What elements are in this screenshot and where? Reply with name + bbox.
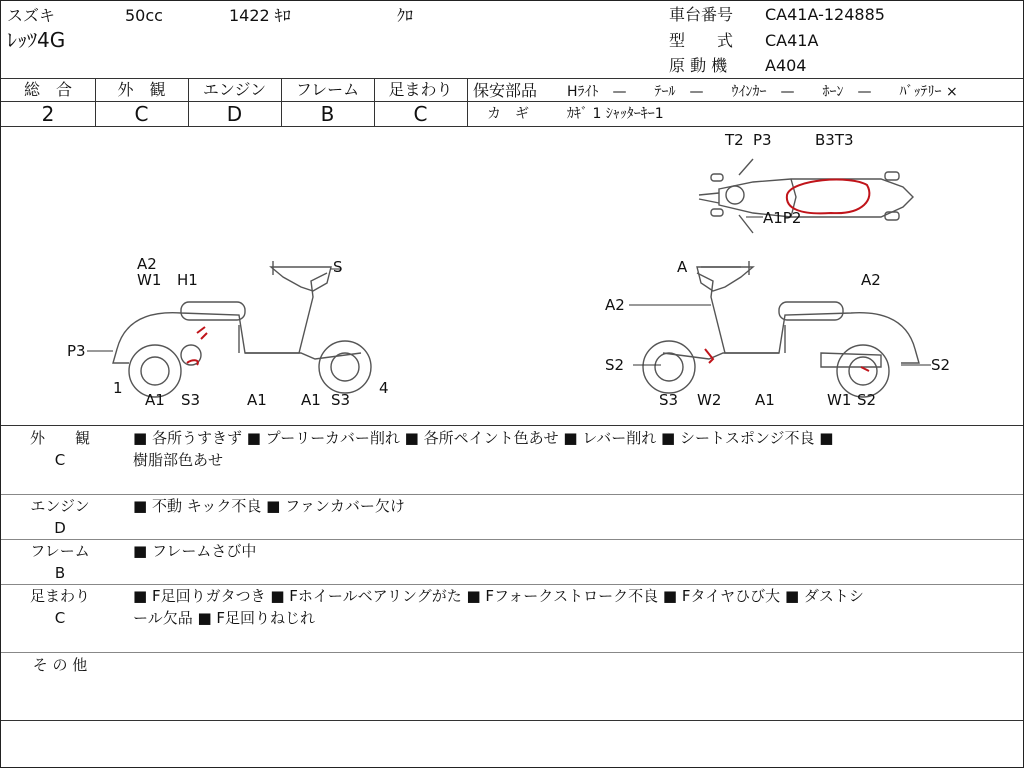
label-1: 1	[113, 379, 123, 397]
maker: スズキ	[7, 6, 56, 25]
label-p3-top: P3	[753, 131, 772, 149]
grade-label-engine: エンジン	[202, 80, 267, 99]
label-s3-left-2: S3	[331, 391, 351, 409]
grade-value-overall: 2	[41, 102, 55, 126]
label-t2: T2	[725, 131, 744, 149]
damage-diagram	[1, 127, 1023, 425]
remark-text-exterior-1: ■ 各所うすきず ■ プーリーカバー削れ ■ 各所ペイント色あせ ■ レバー削れ ■ シートスポンジ不良 ■	[133, 429, 834, 447]
chassis-label: 車台番号	[669, 5, 734, 24]
remark-label-other: そ の 他	[32, 656, 88, 674]
color: ｸﾛ	[397, 6, 414, 25]
grade-label-frame: フレーム	[295, 80, 360, 99]
label-s3-right: S3	[659, 391, 679, 409]
remark-grade-frame: B	[54, 564, 66, 582]
label-a2-right-2: A2	[605, 296, 625, 314]
grade-label-exterior: 外 観	[117, 80, 166, 99]
label-w2: W2	[697, 391, 722, 409]
label-4: 4	[379, 379, 389, 397]
remark-text-suspension-1: ■ F足回りガタつき ■ Fホイールベアリングがた ■ Fフォークストローク不良 ■ Fタイヤひび大 ■ ダストシ	[133, 587, 864, 605]
remark-grade-suspension: C	[54, 609, 66, 627]
label-b3t3: B3T3	[815, 131, 854, 149]
label-a1p2: A1P2	[763, 209, 802, 227]
label-a1-right: A1	[755, 391, 775, 409]
remark-label-suspension: 足まわり	[29, 587, 90, 605]
label-s2-right-3: S2	[857, 391, 877, 409]
remark-text-frame-1: ■ フレームさび中	[133, 542, 257, 560]
label-a1-left-2: A1	[247, 391, 267, 409]
divider	[1, 720, 1023, 721]
label-s2-right-2: S2	[931, 356, 951, 374]
engine-value: A404	[765, 56, 807, 75]
label-a2-right-1: A2	[861, 271, 881, 289]
divider	[467, 78, 468, 126]
safety-items: Hﾗｲﾄ — ﾃｰﾙ — ｳｲﾝｶｰ — ﾎｰﾝ — ﾊﾞｯﾃﾘｰ ×	[567, 84, 958, 100]
remark-text-suspension-2: ール欠品 ■ F足回りねじれ	[133, 609, 316, 627]
label-a-right: A	[677, 258, 688, 276]
label-a2-left: A2	[137, 255, 157, 273]
label-a1-left-3: A1	[301, 391, 321, 409]
grade-value-suspension: C	[413, 102, 428, 126]
scooter-top-view	[699, 159, 913, 233]
remark-label-exterior: 外 観	[29, 429, 90, 447]
label-a1-left-1: A1	[145, 391, 165, 409]
divider	[1, 425, 1023, 426]
remark-label-engine: エンジン	[30, 497, 90, 515]
safety-label: 保安部品	[473, 81, 538, 100]
label-w1-left: W1	[137, 271, 162, 289]
model-name: ﾚｯﾂ4G	[7, 28, 66, 52]
remark-text-engine-1: ■ 不動 キック不良 ■ ファンカバー欠け	[133, 497, 405, 515]
displacement: 50cc	[125, 6, 163, 25]
mileage: 1422 ｷﾛ	[229, 6, 291, 25]
label-h1: H1	[177, 271, 198, 289]
key-value: ｶｷﾞ 1 ｼｬｯﾀｰｷｰ1	[567, 106, 664, 122]
label-s2-right-1: S2	[605, 356, 625, 374]
grade-value-frame: B	[320, 102, 335, 126]
remark-grade-exterior: C	[54, 451, 66, 469]
chassis-value: CA41A-124885	[765, 5, 885, 24]
diagram-labels	[67, 131, 950, 409]
grade-value-engine: D	[226, 102, 243, 126]
label-p3-left: P3	[67, 342, 86, 360]
type-value: CA41A	[765, 31, 819, 50]
label-w1-right: W1	[827, 391, 852, 409]
grade-label-suspension: 足まわり	[388, 80, 453, 99]
grade-value-exterior: C	[134, 102, 149, 126]
label-s: S	[333, 258, 343, 276]
key-label: カ ギ	[487, 106, 529, 122]
remark-label-frame: フレーム	[30, 542, 90, 560]
grade-label-overall: 総 合	[23, 80, 72, 99]
divider	[467, 101, 1023, 102]
divider	[1, 652, 1023, 653]
engine-label: 原 動 機	[669, 56, 728, 75]
divider	[1, 78, 1023, 79]
label-s3-left-1: S3	[181, 391, 201, 409]
type-label: 型 式	[669, 31, 734, 50]
remark-text-exterior-2: 樹脂部色あせ	[133, 451, 224, 469]
remark-grade-engine: D	[54, 519, 66, 537]
